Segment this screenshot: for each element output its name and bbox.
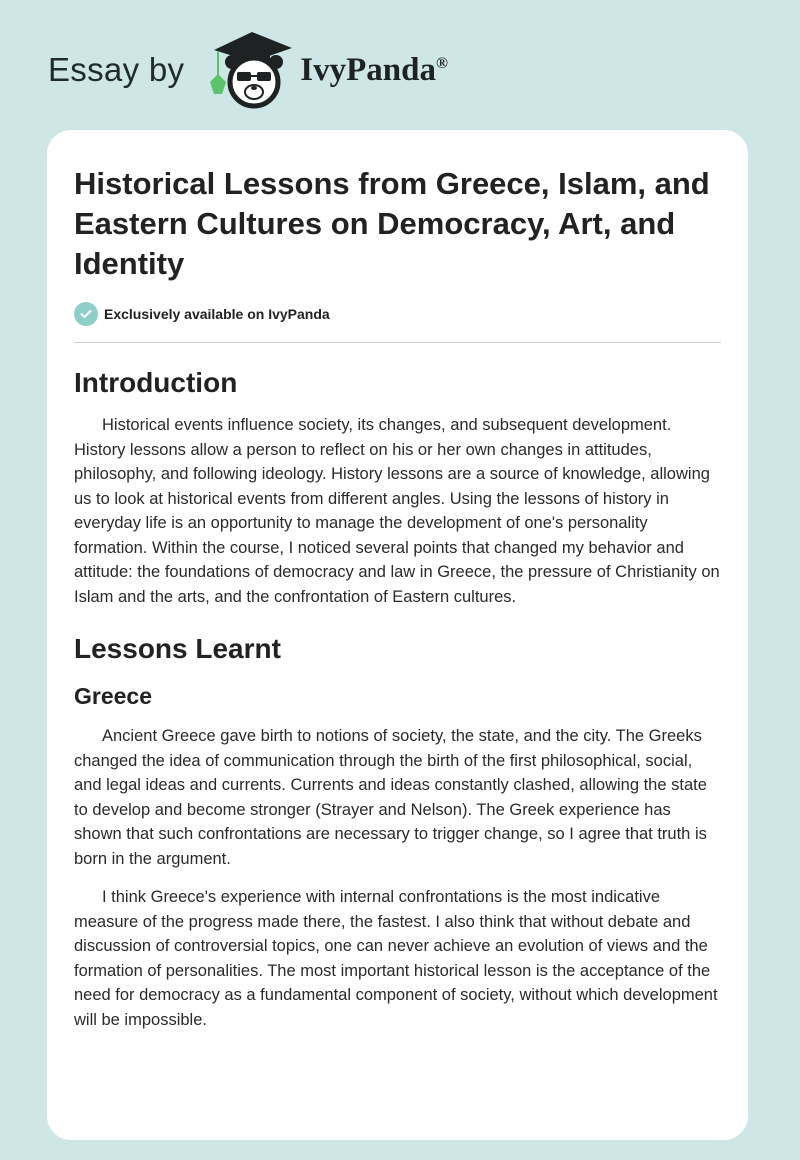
subsection-heading: Greece — [74, 683, 153, 709]
exclusive-badge — [74, 302, 721, 326]
section-heading: Lessons Learnt — [74, 633, 281, 664]
check-icon — [74, 302, 98, 326]
ivypanda-logo-icon[interactable] — [206, 30, 298, 110]
essay-card — [47, 130, 748, 1140]
site-header — [48, 30, 448, 110]
exclusive-label: Exclusively available on IvyPanda — [104, 306, 330, 322]
brand-text: IvyPanda — [300, 51, 437, 88]
essay-title: Historical Lessons from Greece, Islam, and Eastern Cultures on Democracy, Art, and Identity — [74, 166, 710, 281]
registered-mark: ® — [436, 54, 448, 72]
paragraph: Ancient Greece gave birth to notions of society, the state, and the city. The Greeks changed the idea of communication through the birth of the first philosophical, social, and legal ideas and currents. Currents and ideas constantly clashed, allowing the state to develop and become stronger (Strayer and Nelson). The Greek experience has shown that such confrontations are necessary to trigger change, so I agree that truth is born in the argument. — [74, 727, 707, 868]
brand-name — [300, 52, 448, 89]
paragraph: I think Greece's experience with internal confrontations is the most indicative measure of the progress made there, the fastest. I also think that without debate and discussion of controversial topics, one can never achieve an evolution of views and the formation of personalities. The most important historical lesson is the acceptance of the need for democracy as a fundamental component of society, without which development will be impossible. — [74, 888, 718, 1029]
paragraph: Historical events influence society, its changes, and subsequent development. History lessons allow a person to reflect on his or her own changes in attitudes, philosophy, and following ideology. History lessons are a source of knowledge, allowing us to look at historical events from different angles. Using the lessons of history in everyday life is an opportunity to manage the development of one's personality formation. Within the course, I noticed several points that changed my behavior and attitude: the foundations of democracy and law in Greece, the pressure of Christianity on Islam and the arts, and the confrontation of Eastern cultures. — [74, 416, 720, 606]
essay-by-label: Essay by — [48, 51, 185, 88]
divider — [74, 342, 721, 343]
section-heading: Introduction — [74, 367, 238, 398]
